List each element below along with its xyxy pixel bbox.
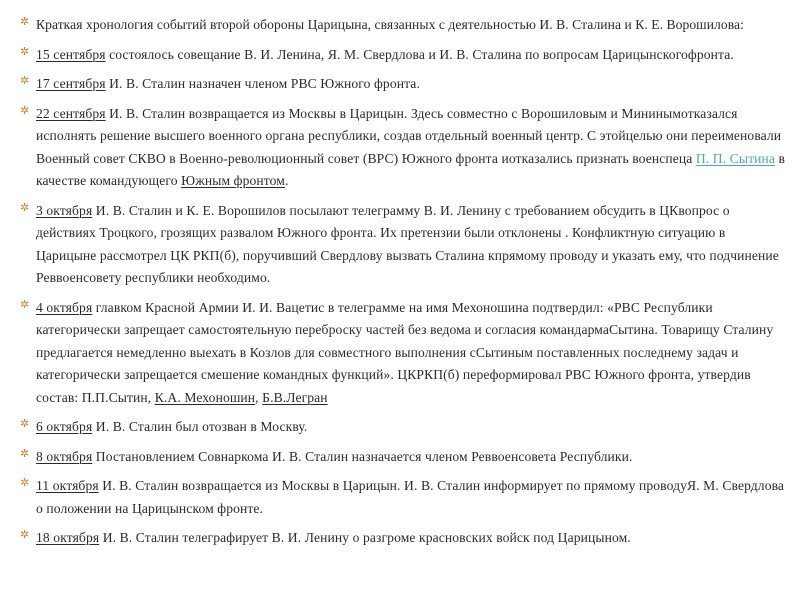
star-bullet-icon: ✲: [20, 297, 30, 311]
list-item: [20, 475, 786, 520]
list-item: [20, 103, 786, 193]
event-text-continued: в качестве командующего: [36, 150, 786, 188]
event-date[interactable]: 3 октября: [36, 202, 93, 218]
star-bullet-icon: ✲: [20, 103, 30, 117]
legran-link[interactable]: Б.В.Легран: [262, 389, 328, 405]
star-bullet-icon: ✲: [20, 74, 30, 87]
event-date[interactable]: 4 октября: [36, 299, 93, 315]
star-bullet-icon: ✲: [20, 15, 30, 28]
event-text: Постановлением Совнаркома И. В. Сталин назначается членом Реввоенсовета Республики.: [92, 448, 633, 464]
event-text-end: .: [284, 173, 289, 188]
list-item: [20, 200, 786, 290]
event-text: И. В. Сталин и К. Е. Ворошилов посылают телеграмму В. И. Ленину с требованием обсудить в ЦКвопрос о действиях Троцкого, грозящих развалом Южного фронта. Их претензии были отклонены . Конфликтную ситуацию в Царицыне рассмотрел ЦК РКП(б), поручивший Свердлову вызвать Сталина кпрямому проводу и указать ему, что подчинение Реввоенсовету республики необходимо.: [36, 202, 779, 285]
star-bullet-icon: ✲: [20, 528, 30, 541]
event-date[interactable]: 17 сентября: [36, 76, 106, 91]
event-date[interactable]: 15 сентября: [36, 46, 106, 62]
star-bullet-icon: ✲: [20, 476, 30, 489]
event-text: состоялось совещание В. И. Ленина, Я. М. Свердлова и И. В. Сталина по вопросам Царицынскогофронта.: [105, 46, 734, 62]
event-date[interactable]: 8 октября: [36, 448, 93, 464]
event-text: И. В. Сталин назначен членом РВС Южного фронта.: [105, 76, 420, 91]
event-text: И. В. Сталин возвращается из Москвы в Царицын. Здесь совместно с Ворошиловым и Мининымотказался исполнять решение высшего военного органа республики, создав отдельный военный центр. С этойцелью они переименовали Военный совет СКВО в Военно-революционный совет (ВРС) Южного фронта иотказались признать военспеца: [36, 105, 782, 166]
star-bullet-icon: ✲: [20, 446, 30, 460]
event-date[interactable]: 6 октября: [36, 419, 93, 434]
list-item: [20, 44, 786, 67]
star-bullet-icon: ✲: [20, 417, 30, 430]
list-item: [20, 297, 786, 410]
list-item: [20, 446, 786, 469]
event-text: И. В. Сталин возвращается из Москвы в Царицын. И. В. Сталин информирует по прямому проводуЯ. М. Свердлова о положении на Царицынском фронте.: [36, 478, 785, 516]
star-bullet-icon: ✲: [20, 200, 30, 214]
event-text: главком Красной Армии И. И. Вацетис в телеграмме на имя Мехоношина подтвердил: «РВС Республики категорически запрещает самостоятельную переброску частей без ведома и согласия командармаСытина. Товарищу Сталину предлагается немедленно выехать в Козлов для совместного выполнения сСытиным поставленных последнему задач и категорически запрещается смешение командных функций». ЦКРКП(б) переформировал РВС Южного фронта, утвердив состав: П.П.Сытин,: [36, 299, 774, 405]
event-date[interactable]: 22 сентября: [36, 105, 106, 121]
event-date[interactable]: 11 октября: [36, 478, 99, 493]
list-item: [20, 73, 786, 96]
intro-text: Краткая хронология событий второй обороны Царицына, связанных с деятельностью И. В. Сталина и К. Е. Ворошилова:: [36, 17, 744, 32]
list-item-intro: [20, 14, 786, 37]
event-text: И. В. Сталин был отозван в Москву.: [92, 419, 308, 434]
southern-front-link[interactable]: Южным фронтом: [181, 173, 285, 188]
event-text: И. В. Сталин телеграфирует В. И. Ленину о разгроме красновских войск под Царицыном.: [99, 530, 631, 545]
list-item: [20, 527, 786, 550]
event-date[interactable]: 18 октября: [36, 530, 100, 545]
event-text-separator: ,: [255, 389, 263, 405]
sytin-link[interactable]: П. П. Сытина: [695, 150, 776, 166]
mekhonoshin-link[interactable]: К.А. Мехоношин: [154, 389, 256, 405]
star-bullet-icon: ✲: [20, 44, 30, 58]
list-item: [20, 416, 786, 439]
